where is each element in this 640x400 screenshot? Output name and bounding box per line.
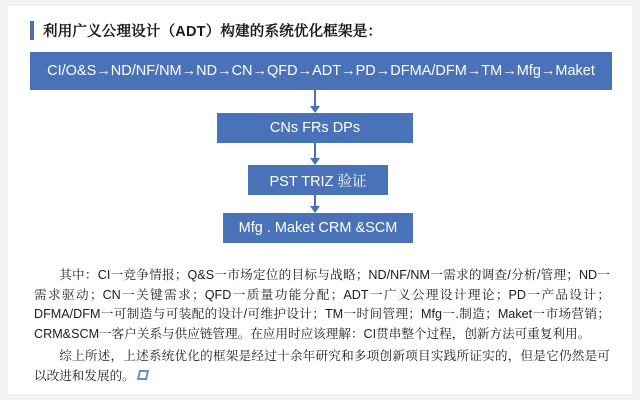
stage-box-pst-triz: PST TRIZ 验证: [248, 165, 388, 195]
process-flow-banner: CI/O&S→ND/NF/NM→ND→CN→QFD→ADT→PD→DFMA/DFM→TM→Mfg→Maket: [30, 52, 612, 90]
stage-box-cns-frs-dps: CNs FRs DPs: [217, 113, 413, 143]
stage-box-mfg-maket-crm-scm: Mfg . Maket CRM &SCM: [223, 213, 413, 243]
page-title-text: 利用广义公理设计（ADT）构建的系统优化框架是：: [43, 24, 383, 40]
title-accent-bar: [30, 21, 34, 40]
page-title: [30, 20, 610, 41]
document-page: [8, 6, 632, 394]
signature-mark-icon: [138, 370, 149, 381]
conclusion-paragraph: [34, 347, 610, 386]
legend-paragraph: 其中：CI一竞争情报；Q&S一市场定位的目标与战略；ND/NF/NM一需求的调查/分析/管理；ND一需求驱动；CN一关键需求；QFD一质量功能分配；ADT一广义公理设计理论；PD一产品设计；DFMA/DFM一可制造与可装配的设计/可维护设计；TM一时间管理；Mfg一.制造；Maket一市场营销；CRM&SCM一客户关系与供应链管理。在应用时应该理解：CI贯串整个过程，创新方法可重复利用。: [34, 268, 610, 341]
conclusion-paragraph-text: 综上所述，上述系统优化的框架是经过十余年研究和多项创新项目实践所证实的，但是它仍然是可以改进和发展的。: [34, 349, 610, 383]
